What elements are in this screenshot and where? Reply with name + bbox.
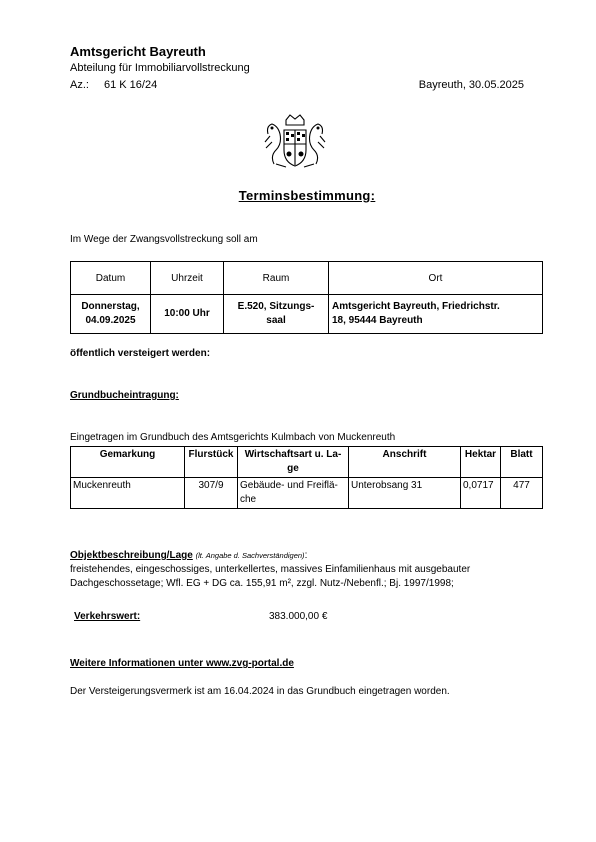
objekt-heading-note: (lt. Angabe d. Sachverständigen) xyxy=(195,551,305,560)
cell-anschrift: Unterobsang 31 xyxy=(349,478,461,509)
auction-statement: öffentlich versteigert werden: xyxy=(70,348,211,359)
place-date: Bayreuth, 30.05.2025 xyxy=(418,79,524,91)
info-link[interactable]: Weitere Informationen unter www.zvg-portal.de xyxy=(70,658,294,669)
table-row xyxy=(71,478,543,509)
raum-line-2: saal xyxy=(266,315,286,326)
ort-line-1: Amtsgericht Bayreuth, Friedrichstr. xyxy=(332,301,500,312)
grundbuch-heading: Grundbucheintragung: xyxy=(70,390,179,401)
table-header-row xyxy=(71,262,543,295)
table-row xyxy=(71,295,543,334)
header-datum: Datum xyxy=(71,262,151,295)
header-ort: Ort xyxy=(329,262,543,295)
wirtschaftsart-line-2: ge xyxy=(287,463,299,474)
objekt-heading-text: Objektbeschreibung/Lage xyxy=(70,550,193,561)
objekt-line-1: freistehendes, eingeschossiges, unterkellertes, massives Einfamilienhaus mit ausgebauter xyxy=(70,564,471,575)
objekt-line-2: Dachgeschossetage; Wfl. EG + DG ca. 155,91 m², zzgl. Nutz-/Nebenfl.; Bj. 1997/1998; xyxy=(70,578,454,589)
cell-raum xyxy=(224,295,329,334)
header-anschrift: Anschrift xyxy=(349,447,461,478)
case-number: 61 K 16/24 xyxy=(104,79,158,91)
verkehrswert-value: 383.000,00 € xyxy=(269,611,328,622)
objekt-heading xyxy=(70,550,307,561)
wirtschaftsart-value-2: che xyxy=(240,494,257,505)
cell-wirtschaftsart xyxy=(238,478,349,509)
grundbuch-line: Eingetragen im Grundbuch des Amtsgerichts Kulmbach von Muckenreuth xyxy=(70,432,396,443)
document-title: Terminsbestimmung: xyxy=(238,188,376,203)
ort-line-2: 18, 95444 Bayreuth xyxy=(332,315,423,326)
grundbuch-table xyxy=(70,446,543,509)
intro-text: Im Wege der Zwangsvollstreckung soll am xyxy=(70,234,258,245)
verkehrswert-label: Verkehrswert: xyxy=(74,611,141,622)
table-header-row xyxy=(71,447,543,478)
termin-table xyxy=(70,261,543,334)
header-hektar: Hektar xyxy=(461,447,501,478)
datum-date: 04.09.2025 xyxy=(85,315,136,326)
cell-uhrzeit: 10:00 Uhr xyxy=(151,295,224,334)
cell-gemarkung: Muckenreuth xyxy=(71,478,185,509)
header-gemarkung: Gemarkung xyxy=(71,447,185,478)
cell-blatt: 477 xyxy=(501,478,543,509)
cell-ort xyxy=(329,295,543,334)
wirtschaftsart-line-1: Wirtschaftsart u. La- xyxy=(244,449,342,460)
bavarian-coat-of-arms-icon xyxy=(262,112,328,170)
header-wirtschaftsart xyxy=(238,447,349,478)
cell-flurstueck: 307/9 xyxy=(185,478,238,509)
wirtschaftsart-value-1: Gebäude- und Freiflä- xyxy=(240,480,338,491)
cell-datum xyxy=(71,295,151,334)
header-blatt: Blatt xyxy=(501,447,543,478)
header-uhrzeit: Uhrzeit xyxy=(151,262,224,295)
raum-line-1: E.520, Sitzungs- xyxy=(237,301,315,312)
datum-weekday: Donnerstag, xyxy=(81,301,140,312)
header-raum: Raum xyxy=(224,262,329,295)
court-name: Amtsgericht Bayreuth xyxy=(70,44,206,59)
header-flurstueck: Flurstück xyxy=(185,447,238,478)
objekt-heading-colon: : xyxy=(304,550,308,561)
case-number-label: Az.: xyxy=(70,79,89,91)
vermerk-text: Der Versteigerungsvermerk ist am 16.04.2024 in das Grundbuch eingetragen worden. xyxy=(70,686,450,697)
cell-hektar: 0,0717 xyxy=(461,478,501,509)
department: Abteilung für Immobiliarvollstreckung xyxy=(70,62,250,74)
objekt-description xyxy=(70,563,550,591)
